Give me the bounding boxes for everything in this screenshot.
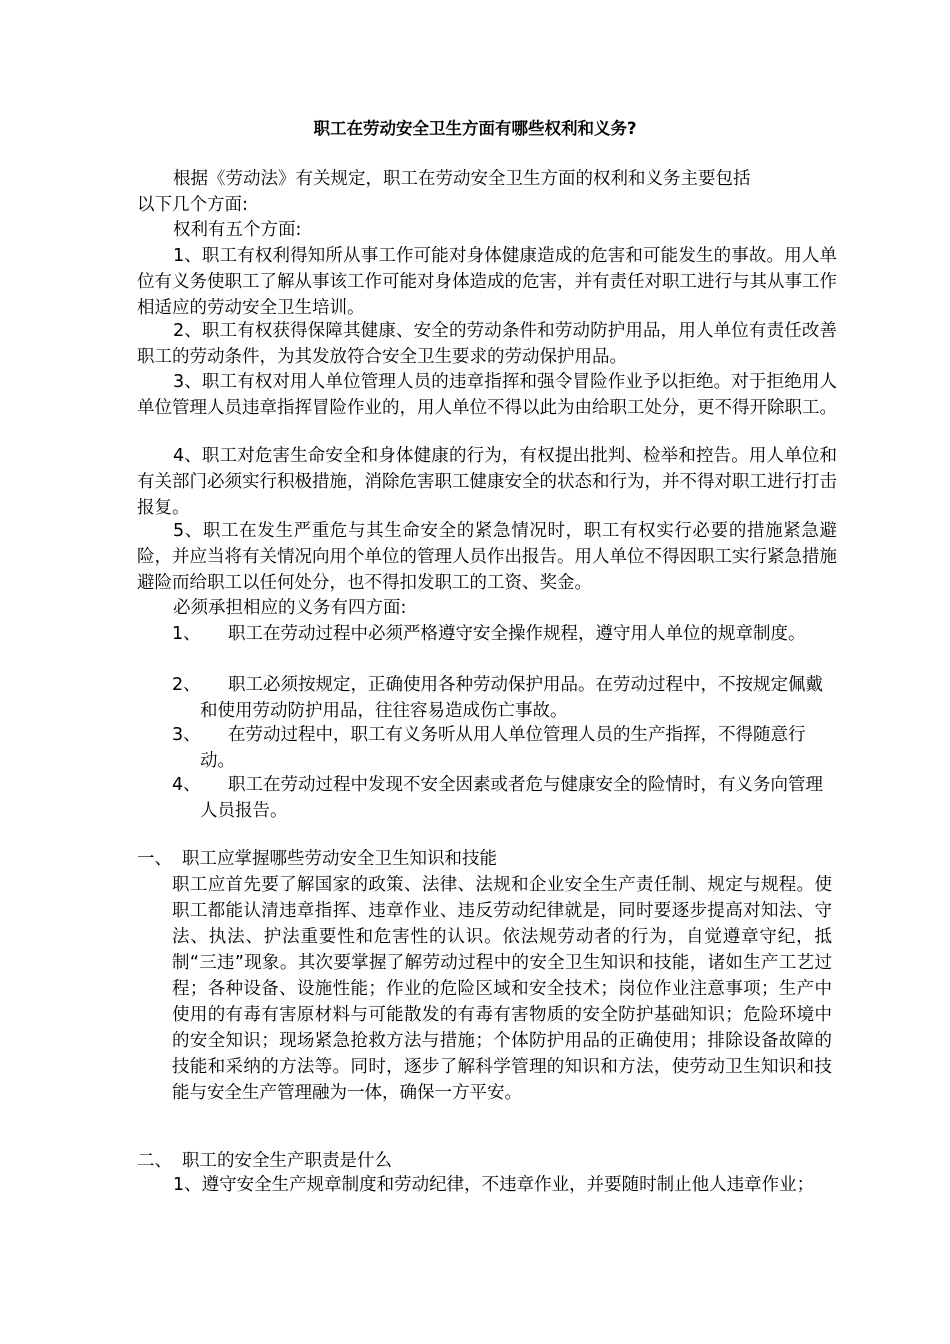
duty-item-4	[172, 772, 832, 824]
duty-number: 1、	[172, 624, 201, 644]
section-title: 职工的安全生产职责是什么	[182, 1151, 392, 1171]
rights-heading-text: 权利有五个方面:	[173, 220, 302, 240]
section-title: 职工应掌握哪些劳动安全卫生知识和技能	[182, 849, 497, 869]
duty-item-2	[172, 672, 832, 724]
rights-heading	[137, 217, 837, 243]
duty-text: 职工在劳动过程中必须严格遵守安全操作规程，遵守用人单位的规章制度。	[228, 624, 806, 644]
document-title: 职工在劳动安全卫生方面有哪些权利和义务?	[313, 119, 637, 138]
section-1-body: 职工应首先要了解国家的政策、法律、法规和企业安全生产责任制、规定与规程。使职工都能认清违章指挥、违章作业、违反劳动纪律就是，同时要逐步提高对知法、守法、执法、护法重要性和危害性的认识。依法规劳动者的行为，自觉遵章守纪，抵制“三违”现象。其次要掌握了解劳动过程中的安全卫生知识和技能，诸如生产工艺过程；各种设备、设施性能；作业的危险区域和安全技术；岗位作业注意事项；生产中使用的有毒有害原材料与可能散发的有毒有害物质的安全防护基础知识；危险环境中的安全知识；现场紧急抢救方法与措施；个体防护用品的正确使用；排除设备故障的技能和采纳的方法等。同时，逐步了解科学管理的知识和方法，使劳动卫生知识和技能与安全生产管理融为一体，确保一方平安。	[172, 875, 832, 1103]
intro-line-2: 以下几个方面:	[137, 195, 248, 215]
section-2-item-1: 1、遵守安全生产规章制度和劳动纪律，不违章作业，并要随时制止他人违章作业；	[173, 1175, 815, 1195]
duties-heading-text: 必须承担相应的义务有四方面:	[173, 598, 407, 618]
section-1-heading	[137, 846, 497, 872]
section-number: 一、	[137, 849, 172, 869]
intro-line-1: 根据《劳动法》有关规定，职工在劳动安全卫生方面的权利和义务主要包括	[173, 169, 751, 189]
right-item-2: 2、职工有权获得保障其健康、安全的劳动条件和劳动防护用品，用人单位有责任改善职工的劳动条件，为其发放符合安全卫生要求的劳动保护用品。	[137, 321, 837, 367]
duties-heading	[137, 595, 837, 621]
right-item-3: 3、职工有权对用人单位管理人员的违章指挥和强令冒险作业予以拒绝。对于拒绝用人单位管理人员违章指挥冒险作业的，用人单位不得以此为由给职工处分，更不得开除职工。	[137, 372, 837, 418]
duty-number: 4、	[172, 775, 201, 795]
right-item-4: 4、职工对危害生命安全和身体健康的行为，有权提出批判、检举和控告。用人单位和有关部门必须实行积极措施，消除危害职工健康安全的状态和行为，并不得对职工进行打击报复。	[137, 446, 837, 518]
duty-text: 在劳动过程中，职工有义务听从用人单位管理人员的生产指挥，不得随意行动。	[200, 725, 806, 771]
duty-item-3	[172, 722, 832, 774]
duty-number: 3、	[172, 725, 201, 745]
section-2-heading	[137, 1148, 392, 1174]
right-item-1: 1、职工有权利得知所从事工作可能对身体健康造成的危害和可能发生的事故。用人单位有义务使职工了解从事该工作可能对身体造成的危害，并有责任对职工进行与其从事工作相适应的劳动安全卫生培训。	[137, 246, 837, 318]
right-item-5: 5、职工在发生严重危与其生命安全的紧急情况时，职工有权实行必要的措施紧急避险，并应当将有关情况向用个单位的管理人员作出报告。用人单位不得因职工实行紧急措施避险而给职工以任何处分，也不得扣发职工的工资、奖金。	[137, 521, 837, 593]
intro-paragraph	[137, 166, 837, 218]
section-number: 二、	[137, 1151, 172, 1171]
duty-text: 职工必须按规定，正确使用各种劳动保护用品。在劳动过程中，不按规定佩戴和使用劳动防护用品，往往容易造成伤亡事故。	[200, 675, 823, 721]
duty-number: 2、	[172, 675, 201, 695]
duty-text: 职工在劳动过程中发现不安全因素或者危与健康安全的险情时，有义务向管理人员报告。	[200, 775, 823, 821]
duty-item-1	[172, 621, 832, 647]
